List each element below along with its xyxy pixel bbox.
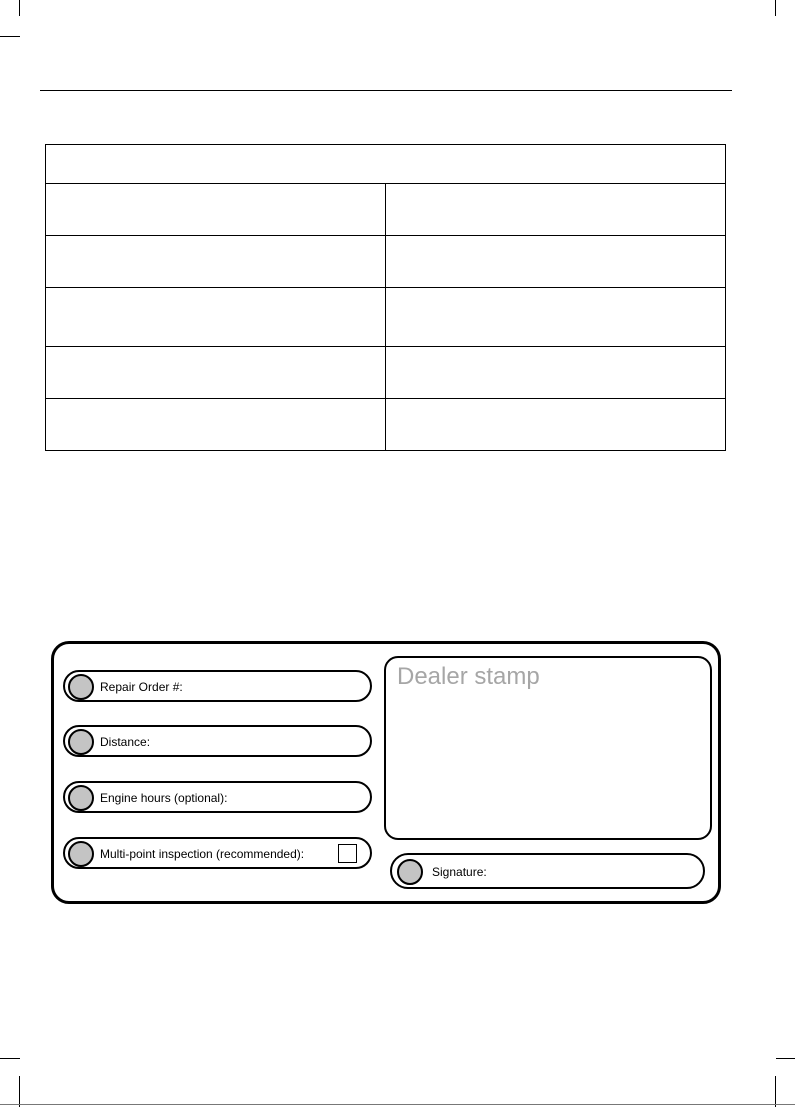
service-schedule-table bbox=[45, 144, 726, 451]
table-row bbox=[46, 288, 726, 347]
dealer-stamp-box[interactable] bbox=[384, 656, 712, 840]
service-record-card bbox=[51, 641, 721, 904]
bullet-circle-icon bbox=[68, 674, 94, 700]
table-row bbox=[46, 184, 726, 236]
table-label-cell bbox=[46, 236, 386, 288]
multi-point-inspection-checkbox[interactable] bbox=[338, 844, 357, 863]
table-value-cell bbox=[386, 288, 726, 347]
crop-mark bbox=[775, 0, 776, 16]
dealer-stamp-label: Dealer stamp bbox=[397, 663, 540, 690]
table-label-cell bbox=[46, 288, 386, 347]
crop-mark bbox=[776, 1058, 795, 1059]
header-rule bbox=[40, 90, 732, 91]
table-row bbox=[46, 347, 726, 399]
crop-mark bbox=[775, 1076, 776, 1107]
multi-point-inspection-label: Multi-point inspection (recommended): bbox=[100, 847, 305, 861]
signature-field[interactable] bbox=[390, 853, 705, 889]
crop-mark bbox=[19, 1076, 20, 1107]
table-label-cell bbox=[46, 184, 386, 236]
bullet-circle-icon bbox=[397, 859, 423, 885]
bullet-circle-icon bbox=[68, 841, 94, 867]
repair-order-field[interactable] bbox=[63, 670, 372, 702]
crop-mark bbox=[0, 1104, 795, 1105]
crop-mark bbox=[19, 0, 20, 16]
engine-hours-label: Engine hours (optional): bbox=[100, 791, 228, 805]
distance-field[interactable] bbox=[63, 725, 372, 757]
bullet-circle-icon bbox=[68, 785, 94, 811]
table-header-cell bbox=[46, 145, 726, 184]
table-header-row bbox=[46, 145, 726, 184]
table-value-cell bbox=[386, 184, 726, 236]
table-row bbox=[46, 236, 726, 288]
signature-label: Signature: bbox=[432, 865, 487, 879]
engine-hours-field[interactable] bbox=[63, 781, 372, 813]
table-label-cell bbox=[46, 347, 386, 399]
table-value-cell bbox=[386, 399, 726, 451]
bullet-circle-icon bbox=[68, 729, 94, 755]
table-value-cell bbox=[386, 236, 726, 288]
crop-mark bbox=[0, 36, 20, 37]
repair-order-label: Repair Order #: bbox=[100, 680, 183, 694]
distance-label: Distance: bbox=[100, 735, 151, 749]
table-label-cell bbox=[46, 399, 386, 451]
crop-mark bbox=[0, 1058, 20, 1059]
table-row bbox=[46, 399, 726, 451]
multi-point-inspection-field bbox=[63, 837, 372, 869]
table-value-cell bbox=[386, 347, 726, 399]
